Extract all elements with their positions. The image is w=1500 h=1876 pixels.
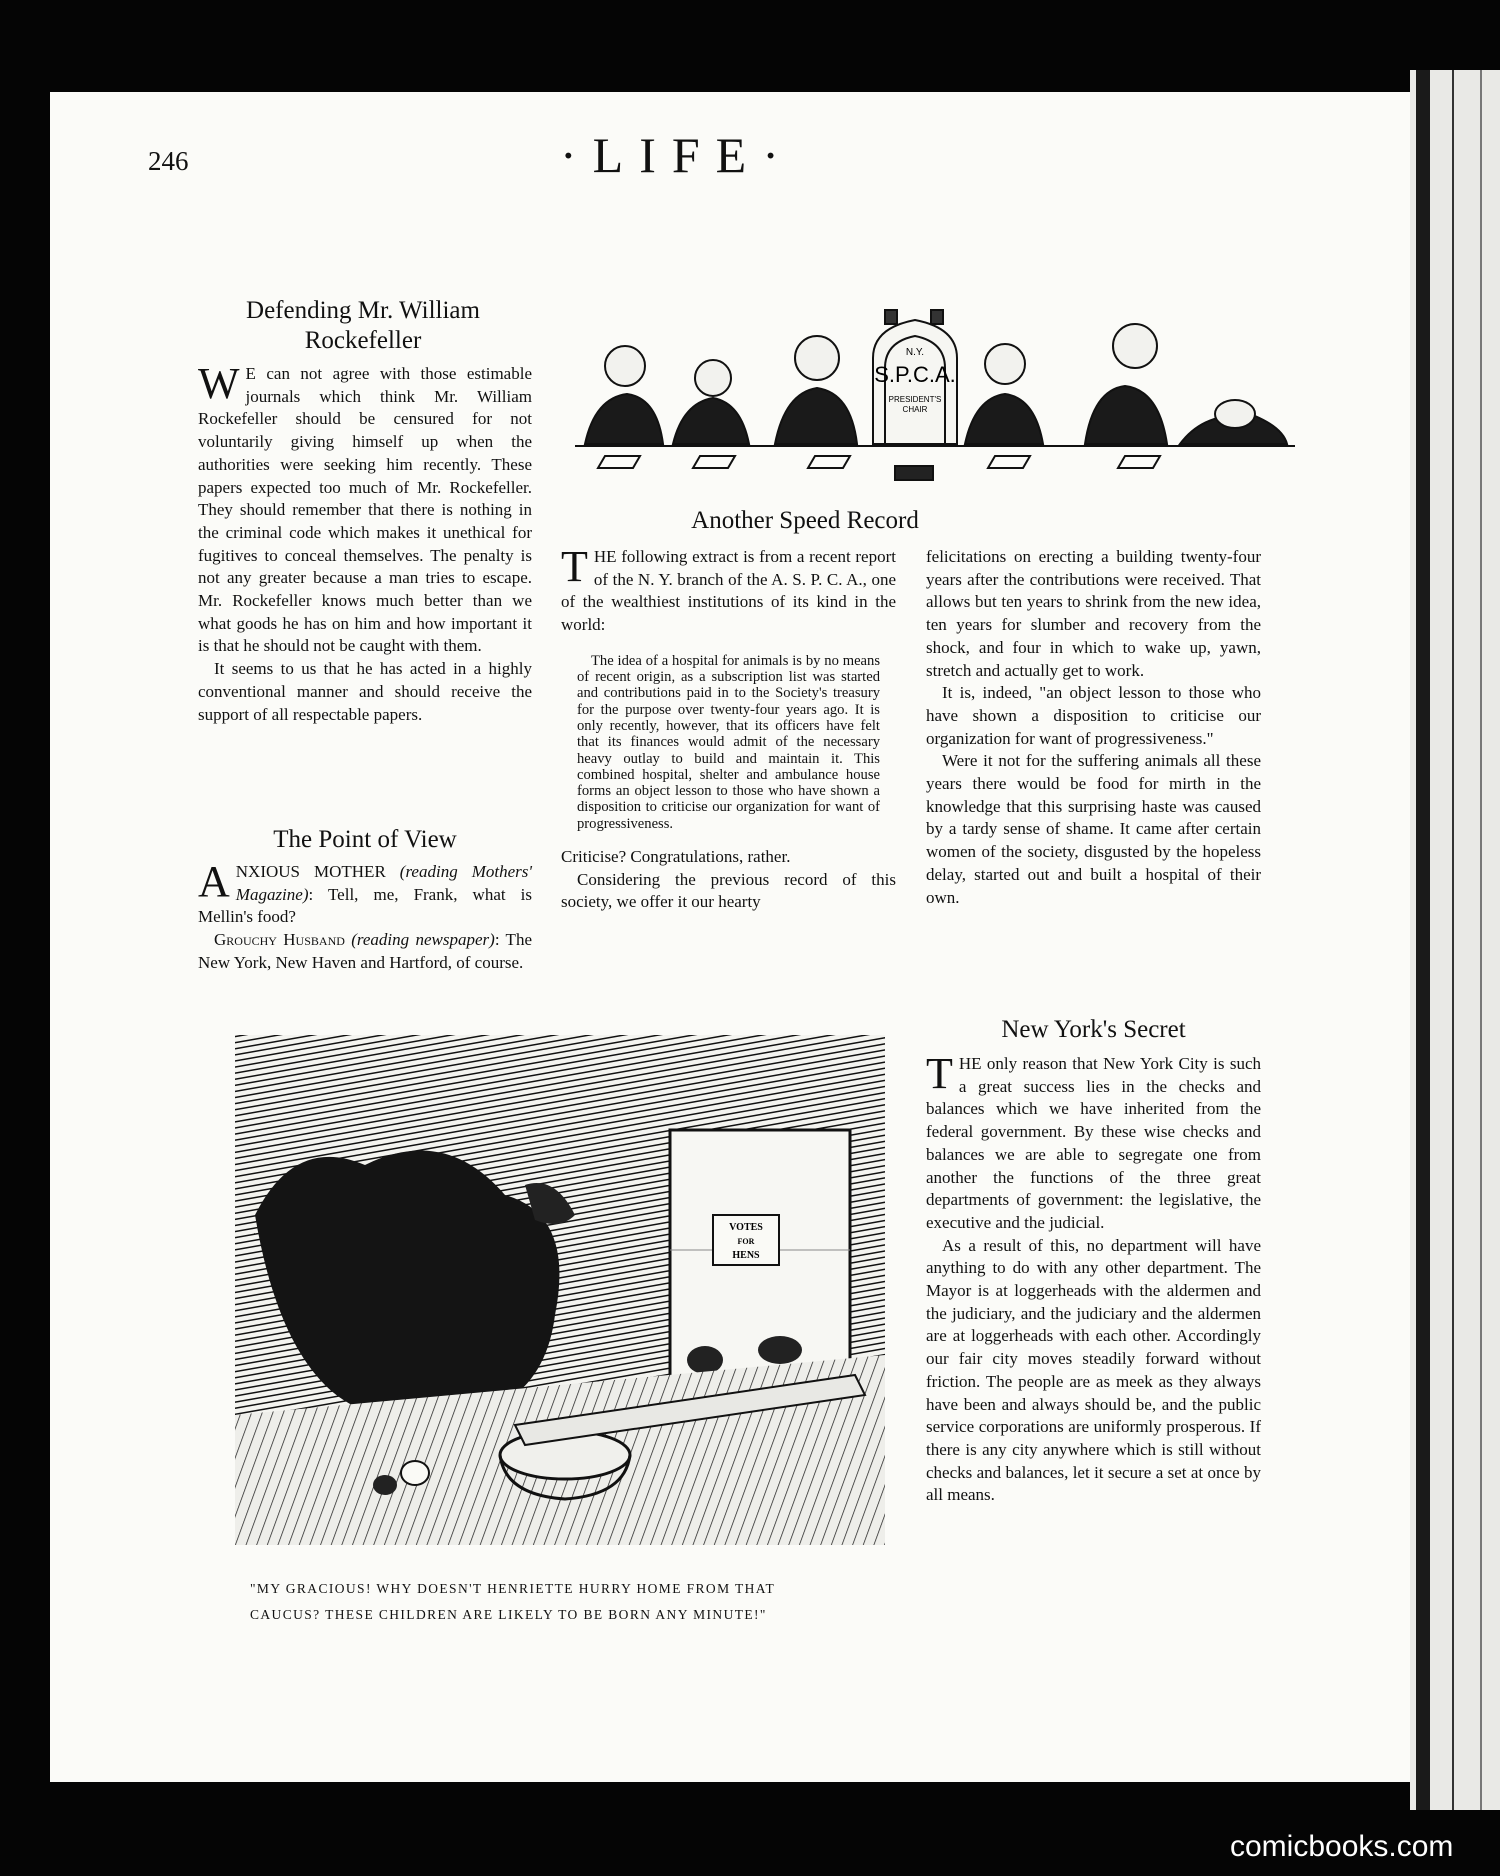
speed-record-article (561, 542, 896, 914)
votes-sign-line3: HENS (732, 1250, 760, 1261)
pov-speaker-2: Grouchy Husband (214, 930, 345, 950)
cartoon-caption (250, 1576, 890, 1628)
facing-page-edge (1410, 70, 1500, 1810)
pov-note-1: (reading Mothers' Magazine) (235, 862, 532, 904)
headline-speed-record: Another Speed Record (691, 507, 919, 534)
drop-cap: T (926, 1049, 953, 1098)
new-yorks-secret-article (926, 1049, 1261, 1507)
speed-record-continued (926, 546, 1261, 909)
speed-after-1: Criticise? Congratulations, rather. (561, 847, 791, 867)
caption-line-2: CAUCUS? THESE CHILDREN ARE LIKELY TO BE BORN ANY MINUTE!" (250, 1607, 767, 1622)
rockefeller-article (198, 359, 532, 726)
pov-line-1: : Tell, me, Frank, what is Mellin's food? (198, 884, 532, 927)
speed-col3-para-1: felicitations on erecting a building twenty-four years after the contributions were received. That allows but ten years to shrink from the new idea, ten years for slumber and recovery from the shock, and four in which to wake up, yawn, stretch and actually get to work. (926, 547, 1261, 680)
chair-sign-line1: N.Y. (905, 347, 925, 358)
speed-col3-para-2: It is, indeed, "an object lesson to those who have shown a disposition to criticise our organization for want of progressiveness." (926, 683, 1261, 748)
site-watermark: comicbooks.com (1230, 1830, 1454, 1863)
speed-intro: HE following extract is from a recent report of the N. Y. branch of the A. S. P. C. A., one of the wealthiest institutions of its kind in the world: (561, 547, 896, 635)
votes-sign-line2: FOR (737, 1237, 755, 1246)
spca-board-cartoon (565, 298, 1305, 490)
secret-para-2: As a result of this, no department will have anything to do with any other department. The Mayor is at loggerheads with the aldermen and the judiciary, and the judiciary and the aldermen are at loggerheads with each other. Accordingly our fair city moves steadily forward without friction. The people are as meek as they always have been and always should be, and the public service corporations are uniformly prosperous. If there is any city anywhere which is still without checks and balances, let it secure a set at once by all means. (926, 1235, 1261, 1505)
speed-after-2: Considering the previous record of this society, we offer it our hearty (561, 869, 896, 912)
rockefeller-para-1: E can not agree with those estimable journals which think Mr. William Rockefeller should be censured for not voluntarily giving himself up when the authorities were seeking him recently. These papers expected too much of Mr. Rockefeller. They should remember that there is nothing in the criminal code which makes it unethical for fugitives to conceal themselves. The penalty is not any greater because a man tries to escape. Mr. Rockefeller knows much better than we what goods he has on him and how important it is that he should not be caught with them. (198, 364, 532, 656)
drop-cap: A (198, 857, 230, 906)
votes-sign-line1: VOTES (729, 1222, 763, 1233)
hen-cartoon (215, 1015, 895, 1575)
masthead: ·LIFE· (560, 127, 795, 183)
speed-quote: The idea of a hospital for animals is by no means of recent origin, as a subscription list was started and contributions paid in to the Society's treasury for the purpose over twenty-four years ago. It is only recently, however, that its officers have felt that its finances would admit of the necessary heavy outlay to build and maintain it. This combined hospital, shelter and ambulance house forms an object lesson to those who have shown a disposition to criticise our organization for want of progressiveness. (577, 652, 880, 832)
page-number: 246 (148, 146, 189, 176)
pov-line-2: : The New York, New Haven and Hartford, of course. (198, 930, 532, 972)
headline-new-yorks-secret: New York's Secret (1001, 1016, 1186, 1043)
point-of-view-article (198, 857, 532, 975)
pov-note-2: (reading newspaper) (351, 930, 495, 950)
chair-sign-line3: PRESIDENT'S (888, 395, 942, 404)
caption-line-1: "MY GRACIOUS! WHY DOESN'T HENRIETTE HURRY HOME FROM THAT (250, 1581, 776, 1596)
headline-rockefeller: Defending Mr. William Rockefeller (246, 297, 480, 354)
speed-col3-para-3: Were it not for the suffering animals all these years there would be food for mirth in the knowledge that this surprising haste was caused by a tardy sense of shame. It came after certain women of the society, disgusted by the hopeless delay, started out and built a hospital of their own. (926, 751, 1261, 907)
drop-cap: W (198, 359, 240, 408)
rockefeller-para-2: It seems to us that he has acted in a highly conventional manner and should receive the support of all respectable papers. (198, 659, 532, 724)
drop-cap: T (561, 542, 588, 591)
chair-sign-line2: S.P.C.A. (874, 362, 956, 387)
chair-sign-line4: CHAIR (902, 405, 928, 414)
headline-point-of-view: The Point of View (273, 826, 457, 853)
pov-speaker-1: NXIOUS MOTHER (235, 862, 386, 881)
secret-para-1: HE only reason that New York City is such a great success lies in the checks and balances which we have inherited from the federal government. By these wise checks and balances we are able to segregate one from another the functions of the three great departments of government: the legislative, the executive and the judicial. (926, 1054, 1261, 1232)
